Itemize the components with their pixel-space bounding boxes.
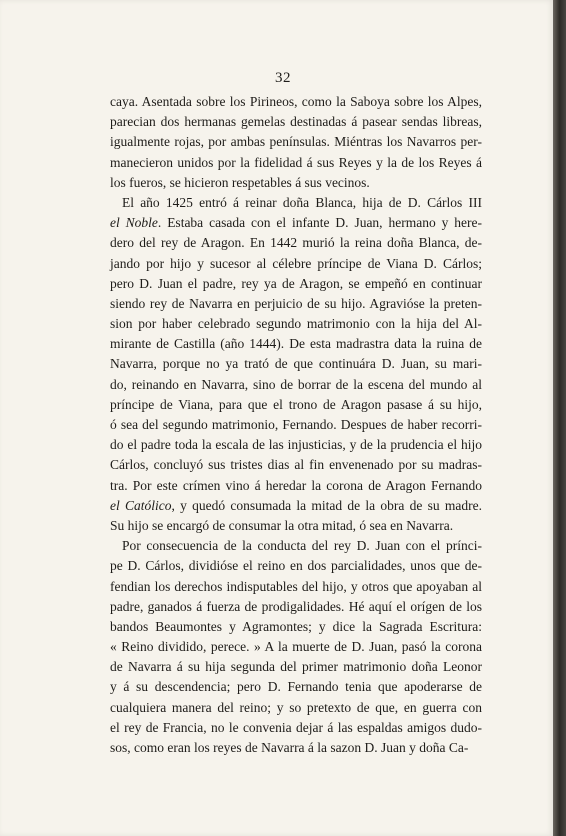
text-line (110, 153, 482, 173)
text-segment: sion por haber celebrado segundo matrimonio con la hija del Al- (110, 316, 482, 332)
body-text (110, 92, 482, 758)
book-binding-edge (553, 0, 566, 836)
text-segment: padre, ganados á fuerza de prodigalidades. Hé aquí el orígen de los (110, 598, 482, 614)
text-segment: mirante de Castilla (año 1444). De esta madrastra data la ruina de (110, 336, 482, 352)
text-segment: El año 1425 entró á reinar doña Blanca, hija de D. Cárlos III (122, 194, 482, 210)
page-number: 32 (275, 70, 291, 86)
text-line (110, 334, 482, 354)
text-segment: bandos Beaumontes y Agramontes; y dice la Sagrada Escritura: (110, 618, 482, 634)
italic-text: el Noble (110, 215, 158, 231)
text-segment: manecieron unidos por la fidelidad á sus Reyes y la de los Reyes á (110, 154, 482, 170)
text-line (110, 274, 482, 294)
text-line (110, 617, 482, 637)
text-line (110, 395, 482, 415)
text-segment: do el padre toda la escala de las injusticias, y de la prudencia el hijo (110, 437, 482, 453)
text-segment: ó sea del segundo matrimonio, Fernando. Despues de haber recorri- (110, 417, 482, 432)
text-line (110, 173, 482, 193)
text-segment: jando por hijo y sucesor al célebre príncipe de Viana D. Cárlos; (110, 255, 482, 271)
text-line (110, 435, 482, 455)
text-line (110, 718, 482, 738)
text-line (110, 415, 482, 435)
text-segment: los fueros, se hicieron respetables á sus vecinos. (110, 174, 370, 190)
text-line (110, 556, 482, 576)
text-segment: siendo rey de Navarra en perjuicio de su hijo. Agravióse la preten- (110, 295, 482, 311)
text-line (110, 738, 482, 758)
text-segment: el rey de Francia, no le convenia dejar á las espaldas amigos dudo- (110, 719, 482, 735)
text-segment: igualmente rojas, por ambas penínsulas. Miéntras los Navarros per- (110, 134, 482, 150)
text-segment: , y quedó consumada la mitad de la obra de su madre. (171, 497, 482, 513)
text-line (110, 536, 482, 556)
text-segment: príncipe de Viana, para que el trono de Aragon pasase á su hijo, (110, 396, 482, 412)
text-segment: y á su descendencia; pero D. Fernando tenia que apoderarse de (110, 679, 482, 695)
text-segment: do, reinando en Navarra, sino de borrar de la escena del mundo al (110, 376, 482, 392)
text-line (110, 496, 482, 516)
text-line (110, 677, 482, 697)
text-segment: Por consecuencia de la conducta del rey D. Juan con el prínci- (122, 538, 482, 554)
text-segment: dero del rey de Aragon. En 1442 murió la reina doña Blanca, de- (110, 235, 482, 251)
text-line (110, 455, 482, 475)
text-segment: fendian los derechos indisputables del hijo, y otros que apoyaban al (110, 578, 482, 594)
text-line (110, 476, 482, 496)
text-line (110, 92, 482, 112)
text-line (110, 193, 482, 213)
text-segment: « Reino dividido, perece. » A la muerte de D. Juan, pasó la corona (110, 639, 482, 655)
text-line (110, 354, 482, 374)
text-segment: cualquiera manera del reino; y so pretexto de que, en guerra con (110, 699, 482, 715)
text-line (110, 637, 482, 657)
text-segment: de Navarra á su hija segunda del primer matrimonio doña Leonor (110, 659, 482, 675)
text-line (110, 516, 482, 536)
text-line (110, 254, 482, 274)
italic-text: el Católico (110, 497, 172, 513)
text-segment: pe D. Cárlos, dividióse el reino en dos parcialidades, unos que de- (110, 558, 482, 574)
text-line (110, 375, 482, 395)
text-segment: Cárlos, concluyó sus tristes dias al fin envenenado por su madras- (110, 457, 482, 473)
text-line (110, 314, 482, 334)
text-segment: tra. Por este crímen vino á heredar la corona de Aragon Fernando (110, 477, 482, 493)
text-segment: parecian dos hermanas gemelas destinadas á pasear sendas libreas, (110, 114, 482, 130)
text-line (110, 213, 482, 233)
text-segment: Su hijo se encargó de consumar la otra mitad, ó sea en Navarra. (110, 517, 454, 533)
text-segment: . Estaba casada con el infante D. Juan, hermano y here- (157, 215, 482, 231)
text-line (110, 657, 482, 677)
text-line (110, 132, 482, 152)
text-line (110, 112, 482, 132)
text-line (110, 597, 482, 617)
text-segment: sos, como eran los reyes de Navarra á la sazon D. Juan y doña Ca- (110, 740, 469, 755)
text-segment: caya. Asentada sobre los Pirineos, como la Saboya sobre los Alpes, (110, 94, 482, 109)
text-line (110, 233, 482, 253)
text-line (110, 577, 482, 597)
text-line (110, 698, 482, 718)
text-line (110, 294, 482, 314)
text-segment: Navarra, porque no ya trató de que continuára D. Juan, su mari- (110, 356, 482, 372)
text-segment: pero D. Juan el padre, rey ya de Aragon, se empeñó en continuar (110, 275, 482, 291)
